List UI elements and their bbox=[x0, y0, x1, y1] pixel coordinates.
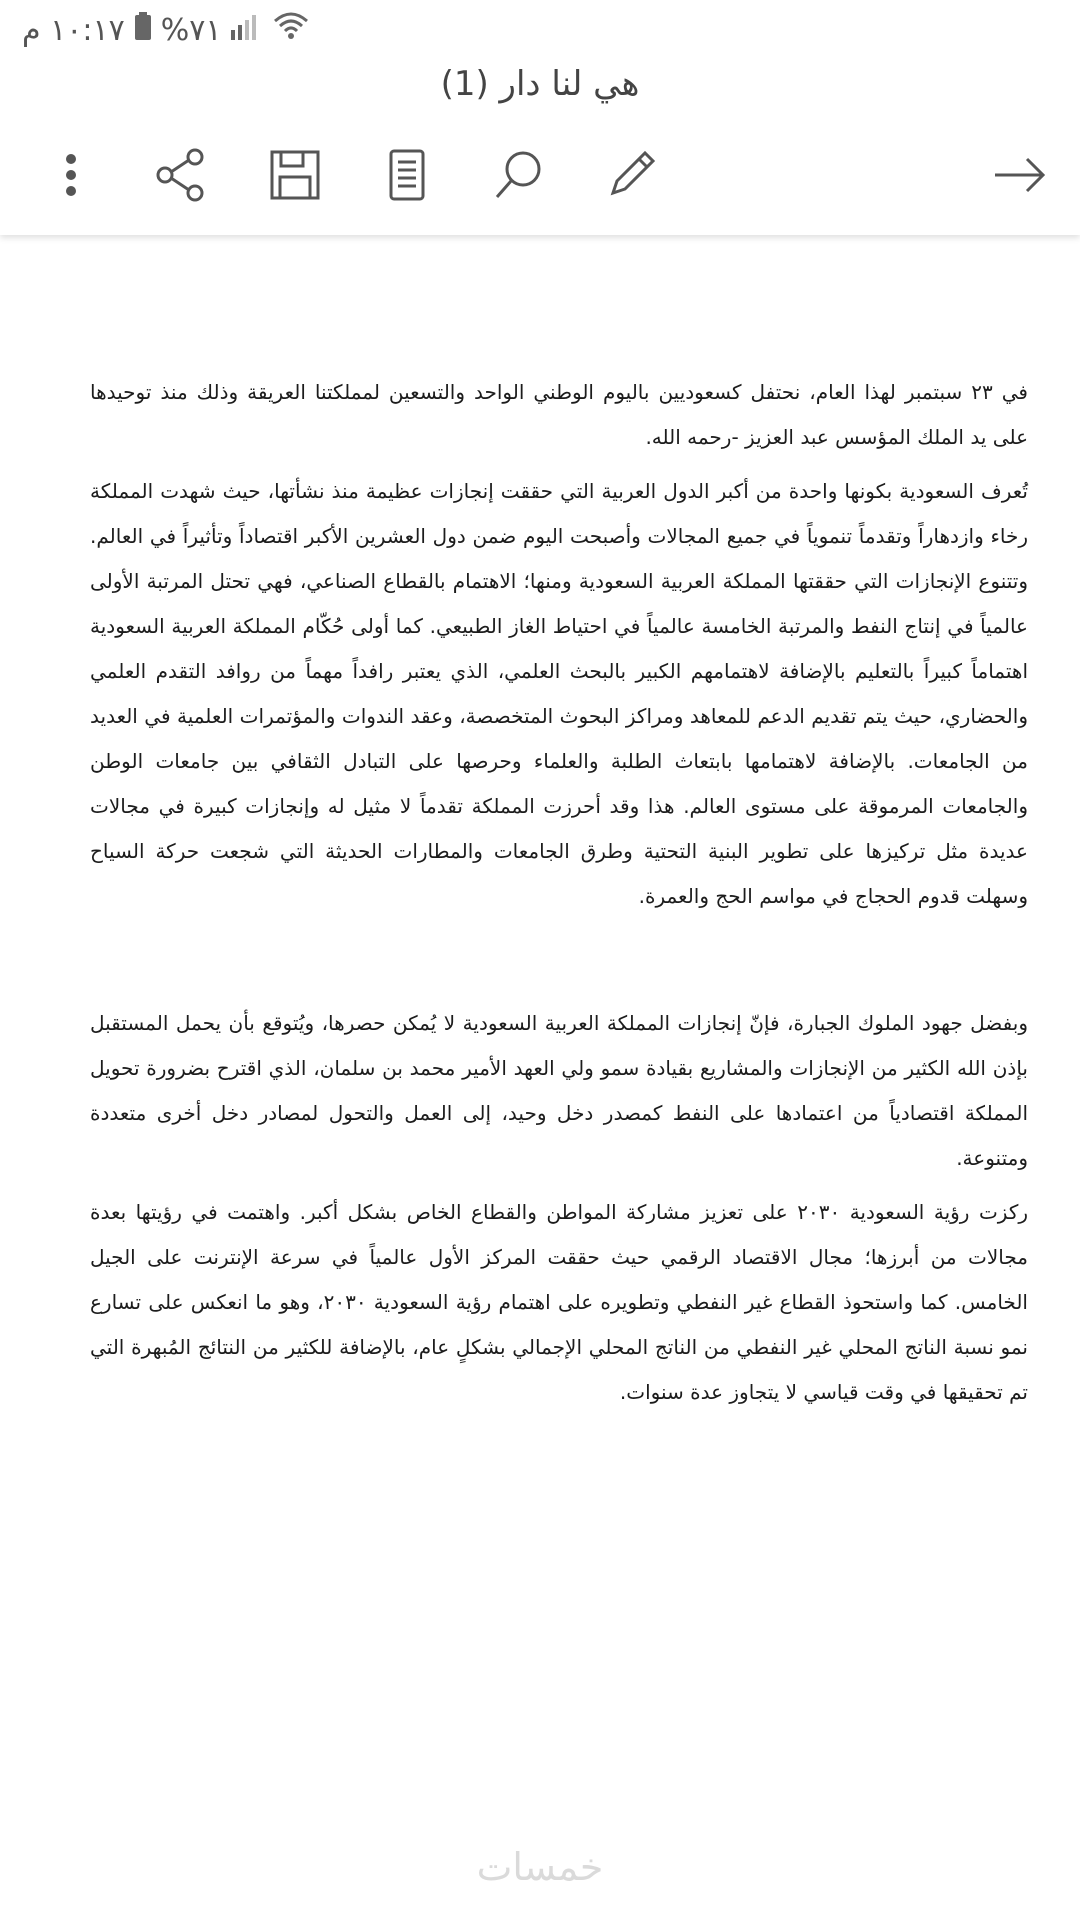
document-view-button[interactable] bbox=[372, 140, 442, 210]
watermark: خمسات bbox=[476, 1845, 604, 1889]
save-button[interactable] bbox=[260, 140, 330, 210]
search-icon bbox=[491, 147, 547, 203]
share-icon bbox=[153, 147, 209, 203]
paragraph-1: في ٢٣ سبتمبر لهذا العام، نحتفل كسعوديين باليوم الوطني الواحد والتسعين لمملكتنا العريقة وذلك منذ توحيدها على يد الملك المؤسس عبد العزيز -رحمه الله. bbox=[90, 380, 1028, 449]
share-button[interactable] bbox=[146, 140, 216, 210]
app-header bbox=[0, 0, 1080, 235]
document-icon bbox=[379, 147, 435, 203]
save-icon bbox=[267, 147, 323, 203]
paragraph-2: تُعرف السعودية بكونها واحدة من أكبر الدول العربية التي حققت إنجازات عظيمة منذ نشأتها، حيث شهدت المملكة رخاء وازدهاراً وتقدماً تنموياً في جميع المجالات وأصبحت اليوم ضمن دول العشرين الأكبر اقتصاداً وتأثيراً في العالم. وتتنوع الإنجازات التي حققتها المملكة العربية السعودية ومنها؛ الاهتمام بالقطاع الصناعي، فهي تحتل المرتبة الأولى عالمياً في إنتاج النفط والمرتبة الخامسة عالمياً في احتياط الغاز الطبيعي. كما أولى حُكّام المملكة العربية السعودية اهتماماً كبيراً بالتعليم بالإضافة لاهتمامهم الكبير بالبحث العلمي، الذي يعتبر رافداً مهماً من روافد التقدم العلمي والحضاري، حيث يتم تقديم الدعم للمعاهد ومراكز البحوث المتخصصة، وعقد الندوات والمؤتمرات العلمية في العديد من الجامعات. بالإضافة لاهتمامها بابتعاث الطلبة والعلماء وحرصها على التبادل الثقافي بين جامعات الوطن والجامعات المرموقة على مستوى العالم. هذا وقد أحرزت المملكة تقدماً لا مثيل له وإنجازات كبيرة في مجالات عديدة مثل تركيزها على تطوير البنية التحتية وطرق الجامعات والمطارات الحديثة التي شجعت حركة السياح وسهلت قدوم الحجاج في مواسم الحج والعمرة. bbox=[90, 479, 1028, 908]
document-body bbox=[90, 370, 1028, 1424]
toolbar bbox=[0, 140, 1080, 210]
wifi-icon bbox=[271, 11, 311, 49]
edit-icon bbox=[603, 147, 659, 203]
paragraph-4: ركزت رؤية السعودية ٢٠٣٠ على تعزيز مشاركة المواطن والقطاع الخاص بشكل أكبر. واهتمت في رؤيتها بعدة مجالات من أبرزها؛ مجال الاقتصاد الرقمي حيث حققت المركز الأول عالمياً في سرعة الإنترنت على الجيل الخامس. كما واستحوذ القطاع غير النفطي وتطويره على اهتمام رؤية السعودية ٢٠٣٠، وهو ما انعكس على تسارع نمو نسبة الناتج المحلي غير النفطي من الناتج المحلي الإجمالي بشكلٍ عام، بالإضافة للكثير من النتائج المُبهرة التي تم تحقيقها في وقت قياسي لا يتجاوز عدة سنوات. bbox=[90, 1200, 1028, 1404]
more-options-button[interactable] bbox=[36, 140, 106, 210]
edit-button[interactable] bbox=[596, 140, 666, 210]
search-button[interactable] bbox=[484, 140, 554, 210]
battery-icon bbox=[135, 12, 151, 48]
status-indicators bbox=[22, 10, 311, 50]
status-bar bbox=[0, 0, 1080, 60]
more-icon bbox=[43, 147, 99, 203]
back-arrow-icon bbox=[991, 147, 1047, 203]
back-button[interactable] bbox=[984, 140, 1054, 210]
battery-percent: %٧١ bbox=[160, 12, 222, 48]
paragraph-3: وبفضل جهود الملوك الجبارة، فإنّ إنجازات المملكة العربية السعودية لا يُمكن حصرها، ويُتوقع بأن يحمل المستقبل بإذن الله الكثير من الإنجازات والمشاريع بقيادة سمو ولي العهد الأمير محمد بن سلمان، الذي اقترح بضرورة تحويل المملكة اقتصادياً من اعتمادها على النفط كمصدر دخل وحيد، إلى العمل والتحول لمصادر دخل أخرى متعددة ومتنوعة. bbox=[90, 1011, 1028, 1170]
document-title: هي لنا دار (1) bbox=[440, 64, 640, 104]
signal-icon bbox=[231, 13, 261, 48]
clock: ١٠:١٧ م bbox=[22, 12, 125, 48]
